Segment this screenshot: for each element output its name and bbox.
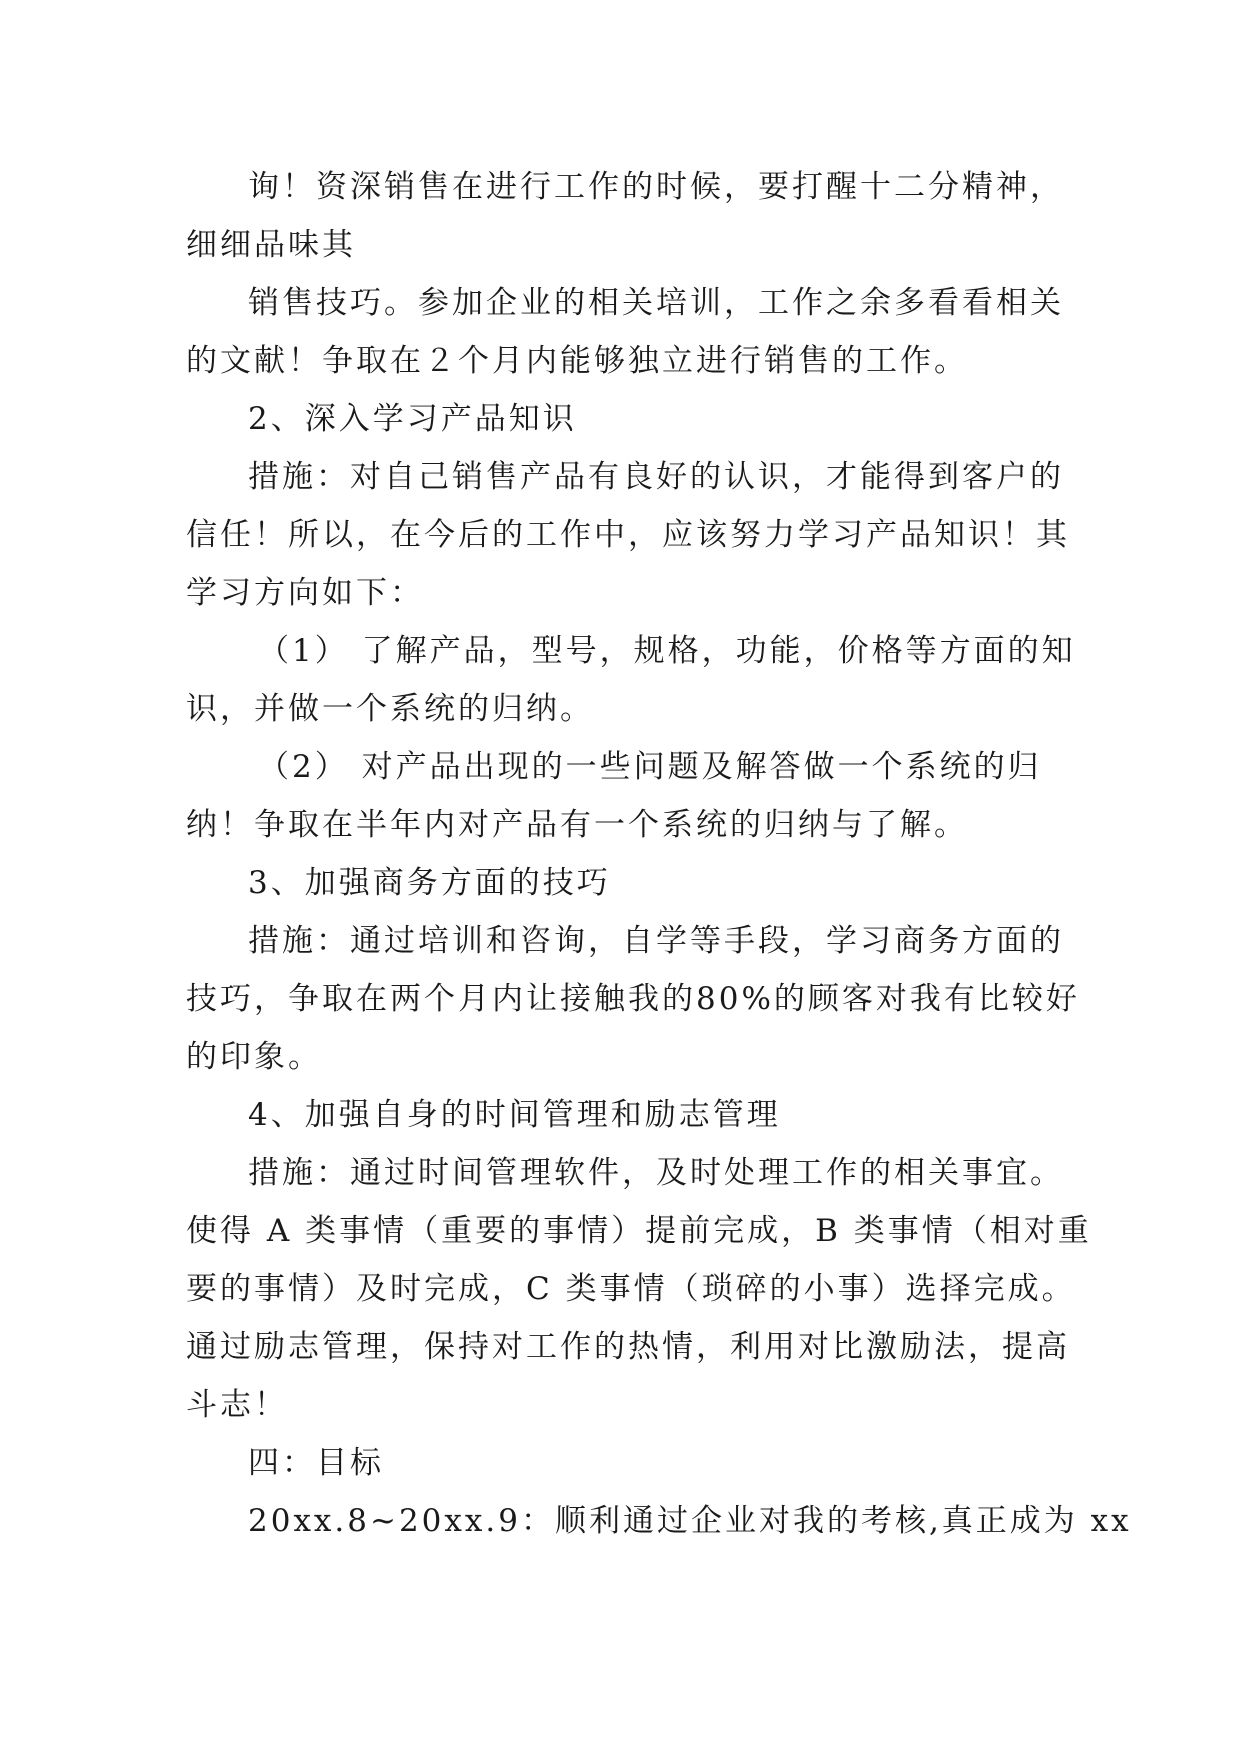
text-line: 纳！争取在半年内对产品有一个系统的归纳与了解。 xyxy=(186,807,968,843)
text-line: 使得 A 类事情（重要的事情）提前完成，B 类事情（相对重 xyxy=(186,1213,1092,1249)
list-item: （2） 对产品出现的一些问题及解答做一个系统的归 xyxy=(258,749,1042,785)
text-line: 的文献！争取在２个月内能够独立进行销售的工作。 xyxy=(186,343,968,379)
text-line: 信任！所以，在今后的工作中，应该努力学习产品知识！其 xyxy=(186,517,1070,553)
text-line: 通过励志管理，保持对工作的热情，利用对比激励法，提高 xyxy=(186,1329,1070,1365)
text-line: 细细品味其 xyxy=(186,227,356,263)
text-line: 措施：通过时间管理软件，及时处理工作的相关事宜。 xyxy=(248,1155,1064,1191)
list-item: （1） 了解产品，型号，规格，功能，价格等方面的知 xyxy=(258,633,1076,669)
text-line: 询！资深销售在进行工作的时候，要打醒十二分精神， xyxy=(248,169,1064,205)
text-line: 斗志！ xyxy=(186,1387,288,1423)
text-line: 技巧，争取在两个月内让接触我的80%的顾客对我有比较好 xyxy=(186,981,1080,1017)
text-line: 20xx.8~20xx.9：顺利通过企业对我的考核,真正成为 xx xyxy=(248,1503,1132,1539)
text-line: 要的事情）及时完成，C 类事情（琐碎的小事）选择完成。 xyxy=(186,1271,1076,1307)
text-line: 的印象。 xyxy=(186,1039,322,1075)
section-heading: 4、加强自身的时间管理和励志管理 xyxy=(248,1097,781,1133)
text-line: 识，并做一个系统的归纳。 xyxy=(186,691,594,727)
document-body xyxy=(186,158,1132,1550)
text-line: 措施：对自己销售产品有良好的认识，才能得到客户的 xyxy=(248,459,1064,495)
text-line: 措施：通过培训和咨询，自学等手段，学习商务方面的 xyxy=(248,923,1064,959)
section-heading: 3、加强商务方面的技巧 xyxy=(248,865,611,901)
text-line: 学习方向如下： xyxy=(186,575,424,611)
text-line: 销售技巧。参加企业的相关培训，工作之余多看看相关 xyxy=(248,285,1064,321)
section-heading: 2、深入学习产品知识 xyxy=(248,401,577,437)
section-heading: 四：目标 xyxy=(248,1445,384,1481)
